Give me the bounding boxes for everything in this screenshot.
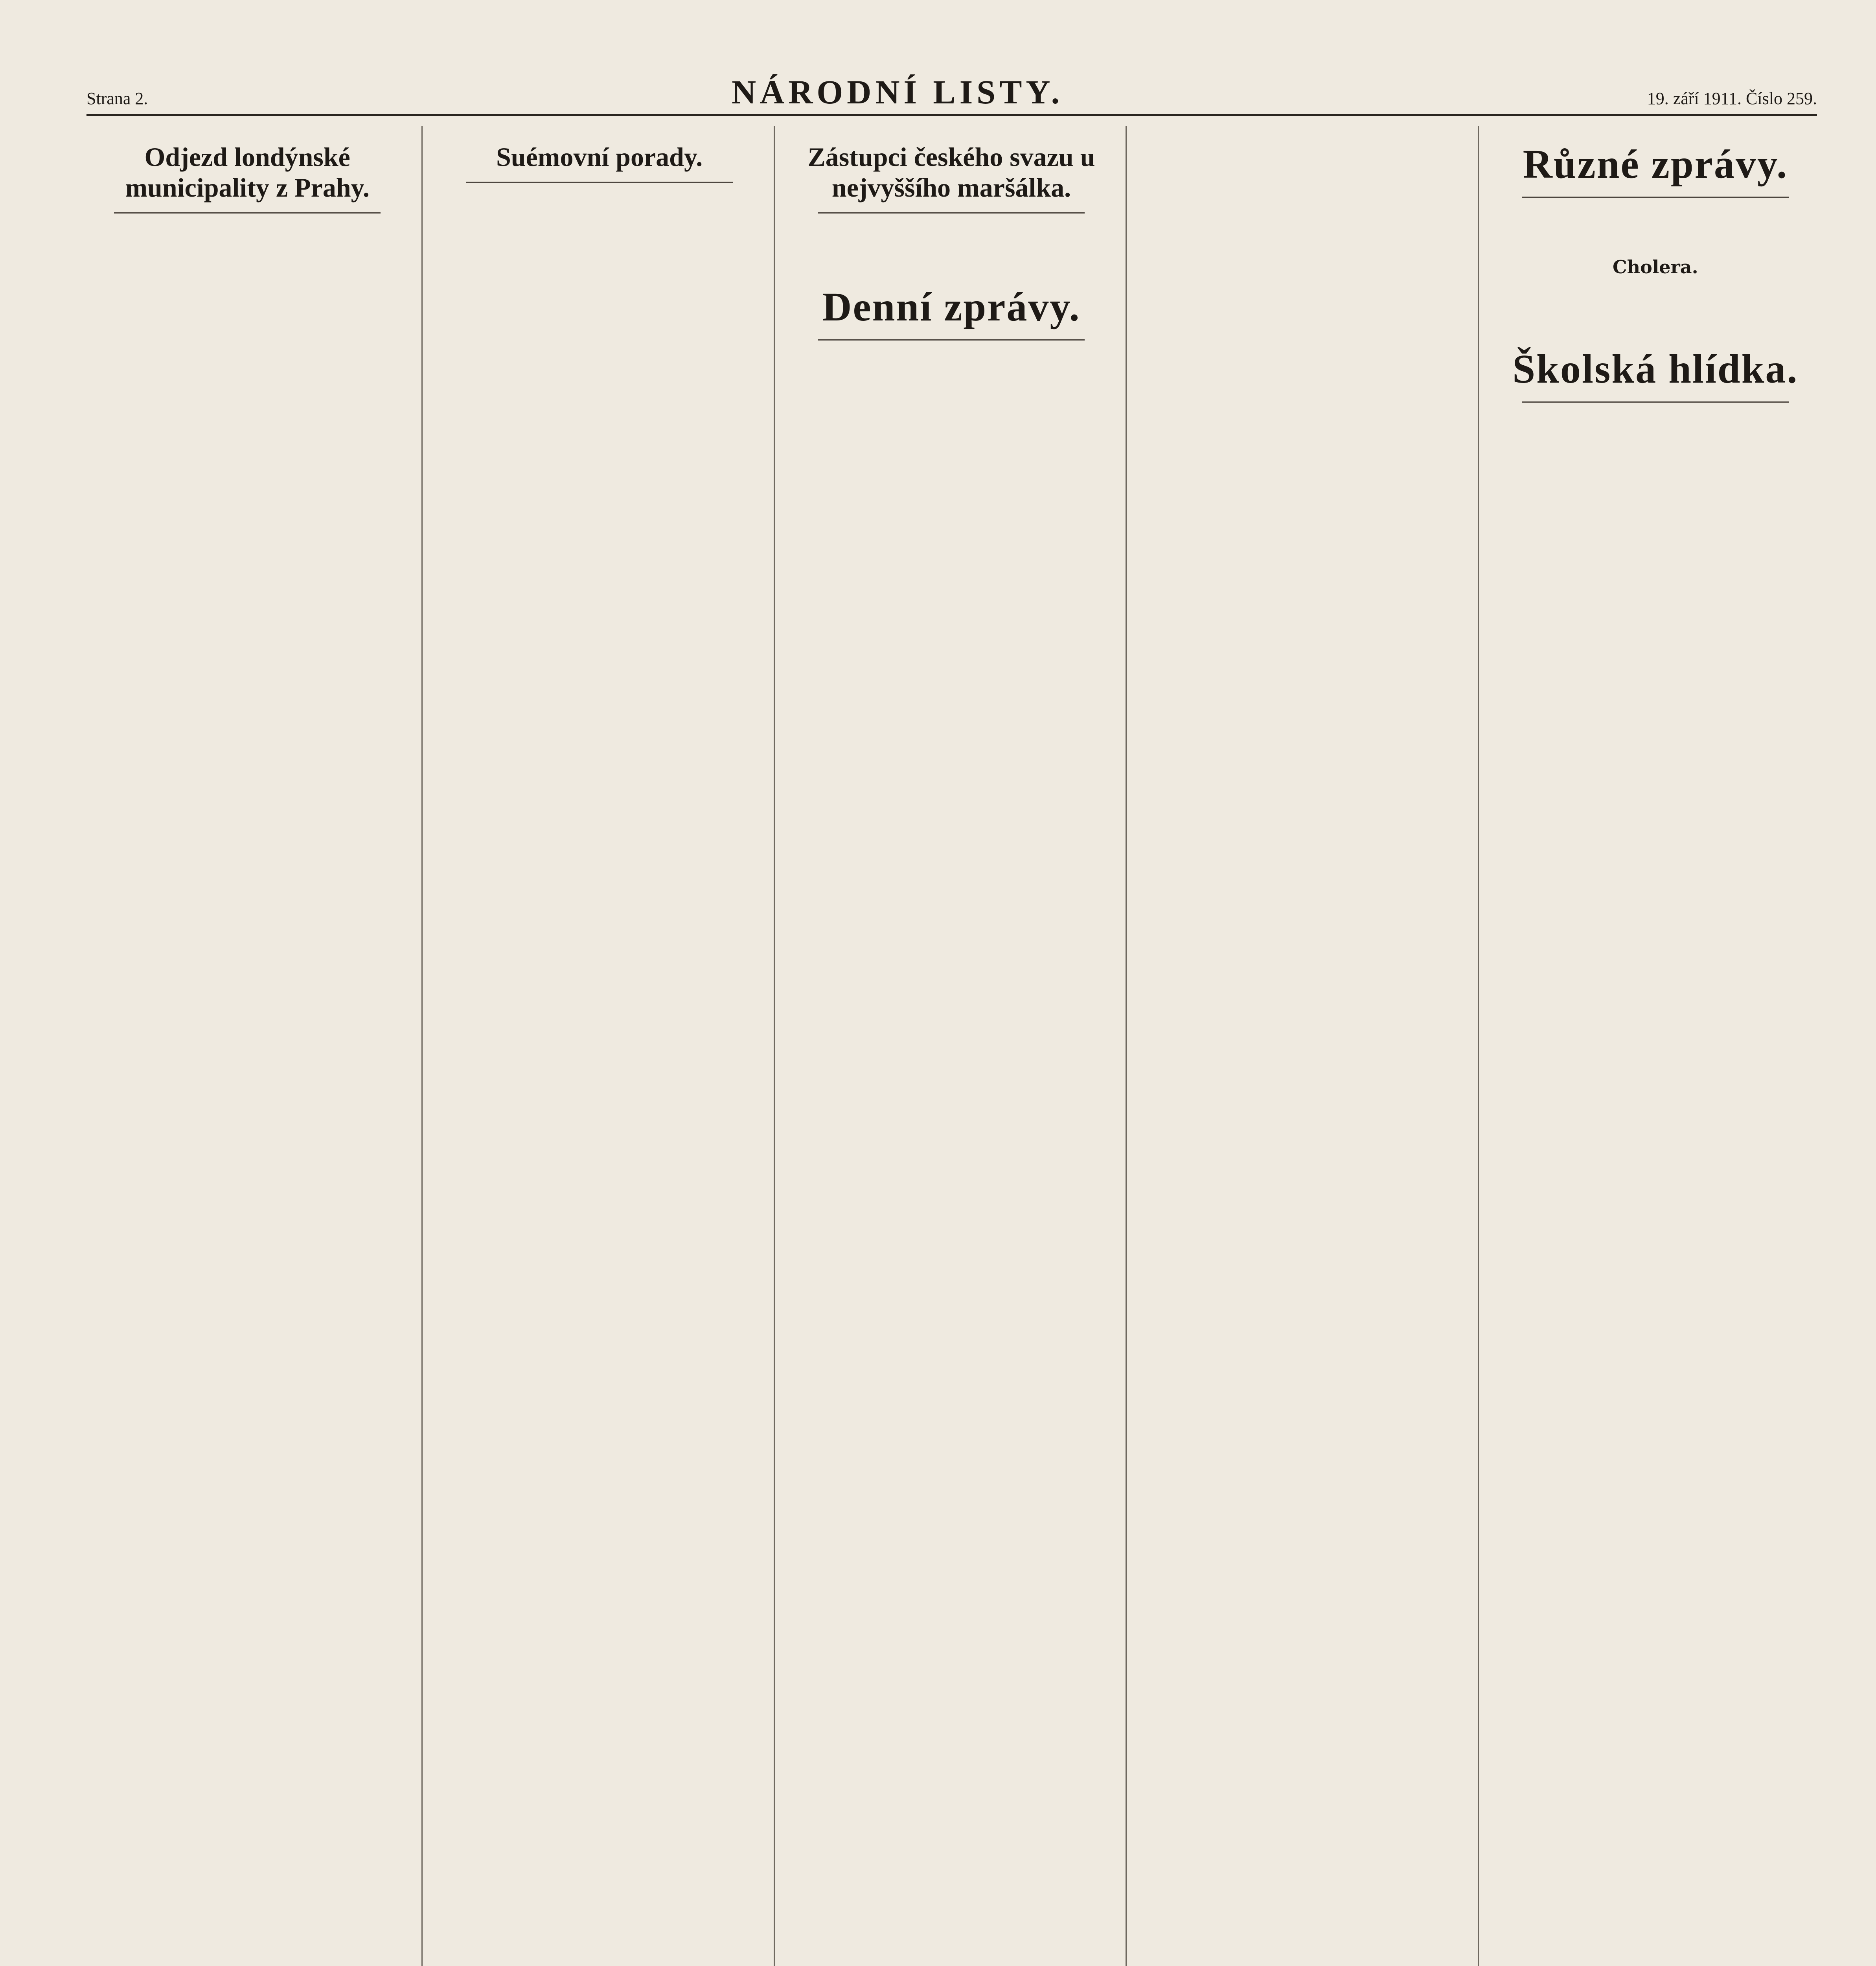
section-divider [818,339,1085,341]
section-divider [466,182,732,183]
column-spacer [1495,206,1816,253]
masthead [86,67,1817,116]
section-heading: Odjezd londýnské municipality z Prahy. [125,142,370,202]
column-spacer [1495,283,1816,331]
section-heading: Školská hlídka. [1512,346,1799,392]
column-spacer [438,191,760,238]
section-divider [818,212,1085,214]
article-column [1142,126,1479,1966]
article-column [86,126,423,1966]
article-column [438,126,774,1966]
column-spacer [791,221,1112,269]
column-spacer [791,348,1112,396]
section-divider [114,212,381,214]
article-column [1495,126,1816,1966]
section-subheading: Cholera. [1613,256,1698,278]
section-heading: Zástupci českého svazu u nejvyššího maršálka. [807,142,1095,202]
issue-date-number: 19. září 1911. Číslo 259. [1647,89,1817,108]
section-heading: Denní zprávy. [822,284,1081,330]
column-spacer [86,221,408,269]
newspaper-title: NÁRODNÍ LISTY. [732,73,1064,111]
section-divider [1522,401,1789,403]
text-columns [86,126,1816,1966]
page-number: Strana 2. [86,89,148,108]
column-spacer [1495,411,1816,458]
section-heading: Suémovní porady. [496,142,703,172]
section-divider [1522,197,1789,198]
section-heading: Různé zprávy. [1523,142,1788,187]
article-column [791,126,1127,1966]
